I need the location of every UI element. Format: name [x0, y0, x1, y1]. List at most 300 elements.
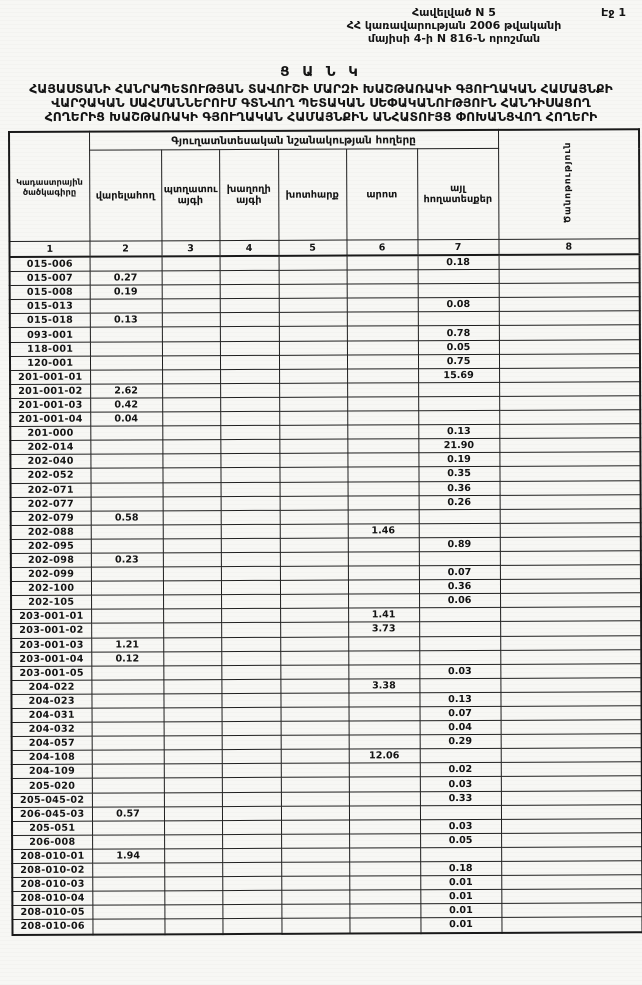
cadastral-code-cell: 202-088	[11, 525, 91, 539]
area-value-cell	[281, 862, 349, 876]
area-value-cell	[501, 720, 642, 735]
cadastral-code-cell: 202-100	[11, 581, 91, 595]
area-value-cell	[418, 396, 499, 410]
area-value-cell	[91, 680, 163, 694]
area-value-cell	[279, 270, 347, 284]
area-value-cell: 0.29	[420, 735, 501, 749]
area-value-cell	[281, 890, 349, 904]
area-value-cell	[221, 510, 280, 524]
cadastral-code-cell: 204-057	[12, 736, 92, 750]
area-value-cell	[91, 666, 163, 680]
area-value-cell	[91, 539, 163, 553]
area-value-cell	[349, 805, 420, 819]
area-value-cell: 1.41	[348, 608, 419, 622]
area-value-cell	[220, 454, 279, 468]
area-value-cell	[500, 480, 641, 495]
area-value-cell	[222, 721, 281, 735]
area-value-cell	[220, 270, 279, 284]
area-value-cell	[220, 341, 279, 355]
area-value-cell: 0.18	[418, 255, 499, 270]
area-value-cell	[420, 749, 501, 763]
area-value-cell	[418, 312, 499, 326]
area-value-cell: 0.13	[419, 692, 500, 706]
area-value-cell	[222, 862, 281, 876]
area-value-cell	[92, 792, 164, 806]
area-value-cell	[279, 397, 347, 411]
area-value-cell: 0.07	[420, 706, 501, 720]
area-value-cell	[501, 804, 642, 819]
column-group-header-agricultural-lands: Գյուղատնտեսական նշանակության հողերը	[89, 130, 498, 150]
cadastral-code-cell: 208-010-06	[12, 920, 92, 935]
area-value-cell	[92, 722, 164, 736]
area-value-cell	[221, 566, 280, 580]
area-value-cell	[281, 876, 349, 890]
area-value-cell	[500, 537, 641, 552]
area-value-cell	[281, 904, 349, 918]
area-value-cell	[220, 299, 279, 313]
area-value-cell: 0.08	[418, 298, 499, 312]
area-value-cell	[280, 665, 348, 679]
area-value-cell	[92, 919, 164, 934]
area-value-cell	[162, 327, 220, 341]
area-value-cell	[92, 891, 164, 905]
area-value-cell: 0.78	[418, 326, 499, 340]
area-value-cell	[92, 778, 164, 792]
area-value-cell	[279, 256, 347, 271]
area-value-cell	[220, 468, 279, 482]
cadastral-code-cell: 015-007	[10, 271, 90, 285]
cadastral-code-cell: 208-010-02	[12, 863, 92, 877]
cadastral-code-cell: 204-031	[12, 708, 92, 722]
area-value-cell	[221, 496, 280, 510]
cadastral-code-cell: 208-010-04	[12, 891, 92, 905]
area-value-cell	[347, 270, 418, 284]
area-value-cell	[281, 792, 349, 806]
area-value-cell	[501, 875, 642, 890]
area-value-cell	[163, 623, 221, 637]
area-value-cell: 0.05	[418, 340, 499, 354]
area-value-cell	[500, 494, 641, 509]
decree-line-2: մայիսի 4-ի N 816-Ն որոշման	[367, 32, 541, 45]
area-value-cell	[162, 412, 220, 426]
cadastral-code-cell: 202-105	[11, 595, 91, 609]
area-value-cell	[348, 664, 419, 678]
cadastral-code-cell: 201-001-03	[10, 398, 90, 412]
area-value-cell	[279, 453, 347, 467]
area-value-cell	[220, 256, 279, 271]
area-value-cell	[499, 382, 640, 397]
area-value-cell	[222, 736, 281, 750]
area-value-cell	[500, 678, 641, 693]
area-value-cell	[92, 764, 164, 778]
cadastral-code-cell: 015-013	[10, 299, 90, 313]
cadastral-code-cell: 204-032	[12, 722, 92, 736]
area-value-cell	[220, 397, 279, 411]
area-value-cell	[220, 383, 279, 397]
area-value-cell	[281, 749, 349, 763]
cadastral-code-cell: 205-020	[12, 779, 92, 793]
area-value-cell	[221, 665, 280, 679]
area-value-cell	[164, 722, 222, 736]
area-value-cell	[162, 285, 220, 299]
area-value-cell	[499, 339, 640, 354]
area-value-cell	[222, 919, 281, 934]
area-value-cell	[349, 890, 420, 904]
cadastral-code-cell: 203-001-04	[11, 652, 91, 666]
appendix-block	[268, 6, 640, 45]
area-value-cell	[92, 835, 164, 849]
area-value-cell	[499, 410, 640, 425]
area-value-cell	[164, 863, 222, 877]
column-header-cadastral-code: Կադաստրային ծածկագիրը	[9, 132, 89, 242]
area-value-cell: 0.75	[418, 354, 499, 368]
area-value-cell	[164, 905, 222, 919]
area-value-cell	[163, 524, 221, 538]
area-value-cell	[419, 636, 500, 650]
area-value-cell	[501, 706, 642, 721]
area-value-cell	[280, 482, 348, 496]
cadastral-code-cell: 204-109	[12, 765, 92, 779]
area-value-cell	[419, 622, 500, 636]
area-value-cell: 0.27	[90, 271, 162, 285]
area-value-cell	[279, 298, 347, 312]
area-value-cell	[279, 439, 347, 453]
area-value-cell	[222, 876, 281, 890]
cadastral-code-cell: 202-099	[11, 567, 91, 581]
area-value-cell	[499, 325, 640, 340]
area-value-cell	[220, 327, 279, 341]
area-value-cell: 0.01	[420, 875, 501, 889]
area-value-cell	[280, 594, 348, 608]
area-value-cell	[500, 621, 641, 636]
area-value-cell	[221, 595, 280, 609]
area-value-cell	[91, 525, 163, 539]
column-header-note	[498, 129, 639, 239]
area-value-cell: 0.01	[420, 918, 501, 933]
area-value-cell	[220, 369, 279, 383]
area-value-cell: 0.04	[90, 412, 162, 426]
cadastral-code-cell: 206-008	[12, 835, 92, 849]
area-value-cell	[163, 567, 221, 581]
area-value-cell	[91, 482, 163, 496]
cadastral-code-cell: 201-000	[10, 426, 90, 440]
area-value-cell: 0.03	[420, 777, 501, 791]
area-value-cell: 0.19	[418, 453, 499, 467]
area-value-cell	[348, 495, 419, 509]
area-value-cell	[280, 679, 348, 693]
area-value-cell: 0.03	[419, 664, 500, 678]
column-number: 3	[161, 241, 219, 257]
cadastral-code-cell: 093-001	[10, 328, 90, 342]
column-header-other-land-types: այլ հողատեսքեր	[417, 148, 498, 239]
area-value-cell	[91, 694, 163, 708]
table-body	[10, 254, 642, 934]
area-value-cell: 0.18	[420, 861, 501, 875]
area-value-cell	[221, 623, 280, 637]
area-value-cell: 0.01	[420, 890, 501, 904]
cadastral-code-cell: 206-045-03	[12, 807, 92, 821]
area-value-cell	[90, 256, 162, 271]
area-value-cell	[501, 833, 642, 848]
area-value-cell	[501, 776, 642, 791]
area-value-cell	[279, 284, 347, 298]
area-value-cell: 0.03	[420, 819, 501, 833]
cadastral-code-cell: 202-077	[11, 497, 91, 511]
area-value-cell	[162, 468, 220, 482]
area-value-cell	[222, 792, 281, 806]
area-value-cell	[222, 891, 281, 905]
area-value-cell	[92, 821, 164, 835]
area-value-cell	[162, 299, 220, 313]
area-value-cell	[90, 440, 162, 454]
area-value-cell	[499, 353, 640, 368]
area-value-cell	[91, 595, 163, 609]
cadastral-code-cell: 204-108	[12, 750, 92, 764]
area-value-cell	[90, 327, 162, 341]
cadastral-code-cell: 015-018	[10, 314, 90, 328]
area-value-cell	[280, 566, 348, 580]
area-value-cell	[279, 312, 347, 326]
area-value-cell	[221, 552, 280, 566]
area-value-cell	[280, 538, 348, 552]
area-value-cell: 0.58	[91, 511, 163, 525]
area-value-cell	[90, 454, 162, 468]
area-value-cell	[222, 806, 281, 820]
area-value-cell	[90, 341, 162, 355]
area-value-cell	[280, 608, 348, 622]
area-value-cell	[501, 734, 642, 749]
title-line-2: ՎԱՐՉԱԿԱՆ ՍԱՀՄԱՆՆԵՐՈՒՄ ԳՏՆՎՈՂ ՊԵՏԱԿԱՆ ՍԵՓԱԿԱՆՈՒԹՅՈՒՆ ՀԱՆԴԻՍԱՑՈՂ	[51, 95, 591, 110]
area-value-cell	[163, 651, 221, 665]
area-value-cell	[162, 341, 220, 355]
area-value-cell	[164, 792, 222, 806]
column-number: 2	[89, 241, 161, 257]
area-value-cell	[164, 919, 222, 934]
area-value-cell	[163, 637, 221, 651]
area-value-cell	[349, 763, 420, 777]
area-value-cell	[419, 523, 500, 537]
area-value-cell	[279, 355, 347, 369]
cadastral-code-cell: 202-079	[11, 511, 91, 525]
cadastral-code-cell: 120-001	[10, 356, 90, 370]
area-value-cell	[163, 581, 221, 595]
area-value-cell	[347, 439, 418, 453]
area-value-cell: 3.73	[348, 622, 419, 636]
cadastral-code-cell: 203-001-02	[11, 624, 91, 638]
area-value-cell	[162, 355, 220, 369]
area-value-cell: 0.33	[420, 791, 501, 805]
area-value-cell	[163, 693, 221, 707]
cadastral-code-cell: 205-051	[12, 821, 92, 835]
area-value-cell	[419, 608, 500, 622]
area-value-cell	[347, 284, 418, 298]
cadastral-code-cell: 203-001-01	[11, 609, 91, 623]
area-value-cell	[500, 607, 641, 622]
area-value-cell	[500, 663, 641, 678]
area-value-cell	[349, 791, 420, 805]
cadastral-code-cell: 204-022	[11, 680, 91, 694]
area-value-cell	[418, 382, 499, 396]
area-value-cell	[280, 622, 348, 636]
table-row	[12, 917, 642, 934]
column-number: 1	[9, 241, 89, 257]
cadastral-code-cell: 202-095	[11, 539, 91, 553]
area-value-cell	[501, 861, 642, 876]
area-value-cell	[164, 834, 222, 848]
cadastral-code-cell: 208-010-03	[12, 877, 92, 891]
area-value-cell	[501, 889, 642, 904]
area-value-cell	[91, 609, 163, 623]
area-value-cell: 0.13	[418, 424, 499, 438]
area-value-cell	[349, 862, 420, 876]
column-number: 8	[499, 239, 640, 255]
area-value-cell	[347, 411, 418, 425]
list-title: Ց Ա Ն Կ	[280, 64, 362, 80]
page-number-label: Էջ 1	[601, 6, 626, 19]
area-value-cell	[347, 368, 418, 382]
area-value-cell	[164, 778, 222, 792]
area-value-cell: 0.19	[90, 285, 162, 299]
area-value-cell	[222, 764, 281, 778]
area-value-cell	[500, 508, 641, 523]
column-header-fruit-orchard: պտղատու այգի	[161, 150, 219, 241]
column-number: 6	[346, 240, 417, 256]
area-value-cell	[500, 649, 641, 664]
area-value-cell	[419, 509, 500, 523]
area-value-cell	[347, 397, 418, 411]
area-value-cell: 0.57	[92, 806, 164, 820]
area-value-cell	[163, 609, 221, 623]
area-value-cell	[163, 510, 221, 524]
table-wrapper	[8, 128, 642, 935]
column-header-hayfield: խոտհարք	[278, 149, 346, 240]
area-value-cell	[92, 750, 164, 764]
area-value-cell	[349, 904, 420, 918]
area-value-cell	[220, 355, 279, 369]
area-value-cell	[280, 496, 348, 510]
area-value-cell	[499, 452, 640, 467]
cadastral-code-cell: 208-010-01	[12, 849, 92, 863]
column-number: 5	[278, 240, 346, 256]
cadastral-code-cell: 204-023	[11, 694, 91, 708]
area-value-cell	[91, 567, 163, 581]
cadastral-code-cell: 202-040	[10, 454, 90, 468]
area-value-cell	[281, 820, 349, 834]
area-value-cell	[347, 383, 418, 397]
area-value-cell	[164, 764, 222, 778]
area-value-cell: 0.13	[90, 313, 162, 327]
area-value-cell	[163, 595, 221, 609]
cadastral-code-cell: 205-045-02	[12, 793, 92, 807]
area-value-cell	[162, 271, 220, 285]
area-value-cell	[348, 693, 419, 707]
area-value-cell	[279, 467, 347, 481]
appendix-title: Հավելված N 5	[412, 6, 496, 19]
area-value-cell	[220, 313, 279, 327]
area-value-cell: 0.36	[419, 580, 500, 594]
area-value-cell	[418, 410, 499, 424]
area-value-cell	[501, 748, 642, 763]
table-header	[9, 129, 640, 257]
area-value-cell	[348, 481, 419, 495]
area-value-cell	[221, 651, 280, 665]
area-value-cell: 15.69	[418, 368, 499, 382]
cadastral-code-cell: 203-001-05	[11, 666, 91, 680]
area-value-cell	[281, 834, 349, 848]
area-value-cell	[164, 736, 222, 750]
area-value-cell	[280, 552, 348, 566]
area-value-cell: 0.35	[418, 467, 499, 481]
area-value-cell	[280, 693, 348, 707]
area-value-cell: 0.42	[90, 398, 162, 412]
area-value-cell	[222, 848, 281, 862]
area-value-cell	[500, 551, 641, 566]
area-value-cell	[281, 735, 349, 749]
area-value-cell: 0.04	[420, 720, 501, 734]
cadastral-code-cell: 201-001-04	[10, 412, 90, 426]
area-value-cell: 0.05	[420, 833, 501, 847]
area-value-cell	[163, 553, 221, 567]
cadastral-code-cell: 118-001	[10, 342, 90, 356]
area-value-cell: 12.06	[349, 749, 420, 763]
area-value-cell: 21.90	[418, 439, 499, 453]
area-value-cell	[418, 269, 499, 283]
area-value-cell	[499, 396, 640, 411]
area-value-cell: 3.38	[348, 679, 419, 693]
area-value-cell	[501, 818, 642, 833]
area-value-cell	[501, 790, 642, 805]
area-value-cell	[347, 326, 418, 340]
area-value-cell	[348, 650, 419, 664]
area-value-cell	[418, 284, 499, 298]
area-value-cell	[348, 552, 419, 566]
area-value-cell	[349, 707, 420, 721]
area-value-cell	[349, 834, 420, 848]
area-value-cell	[90, 426, 162, 440]
title-line-3: ՀՈՂԵՐԻՑ ԽԱՇԹԱՌԱԿԻ ԳՅՈՒՂԱԿԱՆ ՀԱՄԱՅՆՔԻՆ ԱՆՀԱՏՈՒՅՑ ՓՈԽԱՆՑՎՈՂ ՀՈՂԵՐԻ	[44, 109, 598, 124]
area-value-cell: 2.62	[90, 384, 162, 398]
area-value-cell	[90, 370, 162, 384]
area-value-cell	[91, 581, 163, 595]
area-value-cell	[349, 918, 420, 933]
column-header-pasture: արոտ	[346, 149, 417, 240]
area-value-cell	[221, 609, 280, 623]
area-value-cell	[501, 903, 642, 918]
area-value-cell	[222, 707, 281, 721]
area-value-cell: 1.21	[91, 637, 163, 651]
column-number: 7	[417, 239, 498, 255]
area-value-cell	[221, 637, 280, 651]
area-value-cell	[279, 326, 347, 340]
column-number: 4	[219, 240, 278, 256]
area-value-cell	[279, 411, 347, 425]
area-value-cell	[347, 298, 418, 312]
area-value-cell: 1.94	[92, 849, 164, 863]
cadastral-code-cell: 202-052	[10, 469, 90, 483]
area-value-cell	[349, 876, 420, 890]
area-value-cell	[349, 777, 420, 791]
area-value-cell: 1.46	[348, 523, 419, 537]
cadastral-code-cell: 015-006	[10, 257, 90, 272]
cadastral-code-cell: 203-001-03	[11, 638, 91, 652]
area-value-cell: 0.12	[91, 651, 163, 665]
area-value-cell	[500, 523, 641, 538]
land-parcels-table	[8, 128, 642, 935]
area-value-cell	[221, 538, 280, 552]
cadastral-code-cell: 201-001-02	[10, 384, 90, 398]
column-header-vineyard: խաղողի այգի	[219, 149, 278, 240]
area-value-cell	[163, 679, 221, 693]
